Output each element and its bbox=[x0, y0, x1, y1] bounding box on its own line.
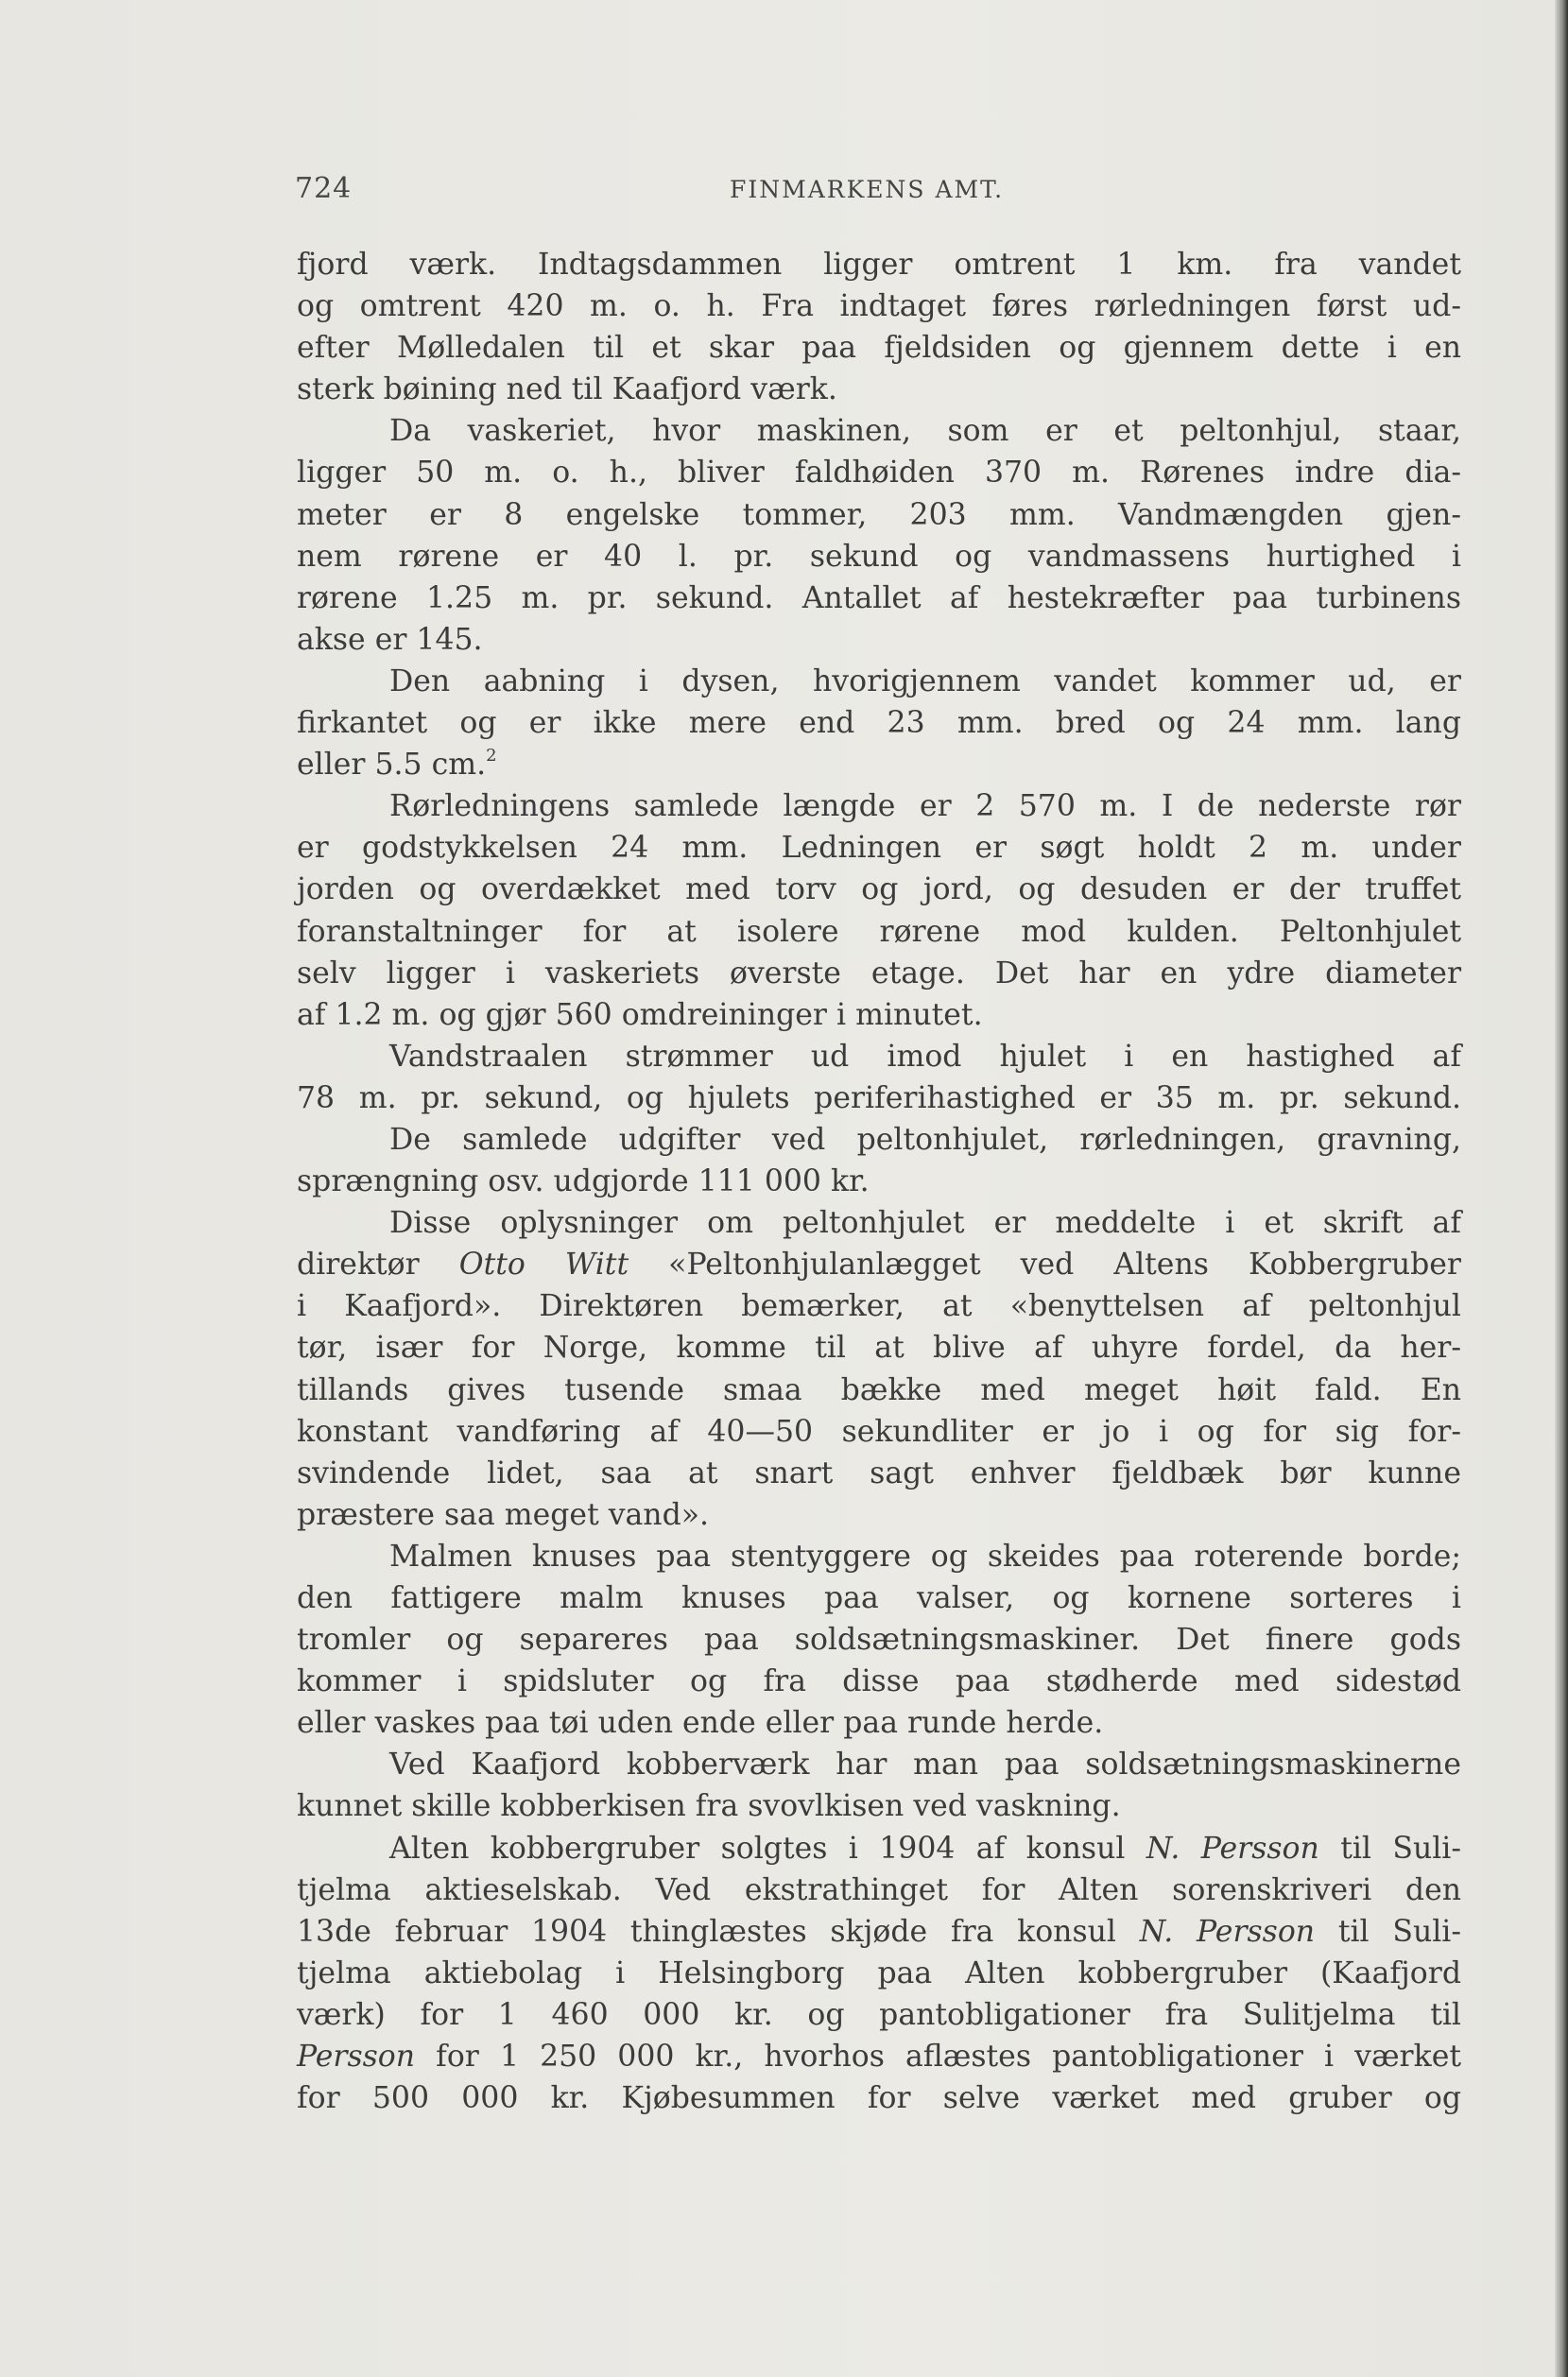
text-line bbox=[297, 2036, 1461, 2077]
text-line: Vandstraalen strømmer ud imod hjulet i en hastighed af bbox=[389, 1039, 1461, 1074]
text-line: tromler og separeres paa soldsætningsmaskiner. Det finere gods bbox=[297, 1623, 1461, 1658]
text-line: Disse oplysninger om peltonhjulet er meddelte i et skrift af bbox=[389, 1206, 1461, 1241]
text-line: nem rørene er 40 l. pr. sekund og vandmassens hurtighed i bbox=[297, 539, 1461, 574]
person-name: N. Persson bbox=[1139, 1914, 1316, 1949]
text-line: jorden og overdækket med torv og jord, og desuden er der truffet bbox=[297, 872, 1461, 907]
text-line: Rørledningens samlede længde er 2 570 m. I de nederste rør bbox=[389, 789, 1461, 824]
text-line: ligger 50 m. o. h., bliver faldhøiden 370 m. Rørenes indre dia- bbox=[297, 456, 1461, 491]
text-line: 78 m. pr. sekund, og hjulets periferihastighed er 35 m. pr. sekund. bbox=[297, 1080, 1461, 1115]
text-line: selv ligger i vaskeriets øverste etage. Det har en ydre diameter bbox=[297, 956, 1461, 990]
text-segment: eller 5.5 cm. bbox=[297, 748, 487, 783]
text-segment: for 1 250 000 kr., hvorhos aflæstes pantobligationer i værket bbox=[436, 2040, 1462, 2075]
text-line: værk) for 1 460 000 kr. og pantobligationer fra Sulitjelma til bbox=[297, 1997, 1461, 2032]
text-line: og omtrent 420 m. o. h. Fra indtaget føres rørledningen først ud- bbox=[297, 289, 1461, 324]
text-line: kunnet skille kobberkisen fra svovlkisen ved vaskning. bbox=[297, 1789, 1121, 1824]
text-line bbox=[297, 1828, 1461, 1869]
text-line: fjord værk. Indtagsdammen ligger omtrent 1 km. fra vandet bbox=[297, 248, 1461, 282]
text-segment: til Suli- bbox=[1337, 1914, 1462, 1949]
text-line bbox=[297, 1244, 1461, 1285]
text-segment: direktør bbox=[297, 1248, 420, 1283]
text-line: tør, især for Norge, komme til at blive af uhyre fordel, da her- bbox=[297, 1331, 1461, 1366]
text-segment: til Suli- bbox=[1340, 1831, 1462, 1866]
text-line bbox=[297, 1911, 1461, 1953]
text-line: firkantet og er ikke mere end 23 mm. bred og 24 mm. lang bbox=[297, 706, 1461, 741]
person-name: Persson bbox=[297, 2040, 416, 2075]
text-line: konstant vandføring af 40—50 sekundliter er jo i og for sig for- bbox=[297, 1414, 1461, 1449]
text-line: tillands gives tusende smaa bække med meget høit fald. En bbox=[297, 1372, 1461, 1407]
person-name: N. Persson bbox=[1146, 1831, 1319, 1866]
text-line: sprængning osv. udgjorde 111 000 kr. bbox=[297, 1164, 870, 1199]
page-number: 724 bbox=[295, 172, 353, 205]
text-line: Da vaskeriet, hvor maskinen, som er et peltonhjul, staar, bbox=[389, 414, 1461, 449]
text-line: den fattigere malm knuses paa valser, og kornene sorteres i bbox=[297, 1581, 1461, 1615]
text-line: eller vaskes paa tøi uden ende eller paa runde herde. bbox=[297, 1706, 1104, 1741]
text-line: sterk bøining ned til Kaafjord værk. bbox=[297, 372, 837, 407]
text-line: er godstykkelsen 24 mm. Ledningen er søgt holdt 2 m. under bbox=[297, 831, 1461, 866]
body-text bbox=[297, 244, 1461, 2119]
text-line: efter Mølledalen til et skar paa fjeldsiden og gjennem dette i en bbox=[297, 331, 1461, 366]
text-line: tjelma aktieselskab. Ved ekstrathinget for Alten sorenskriveri den bbox=[297, 1872, 1461, 1907]
text-line: præstere saa meget vand». bbox=[297, 1497, 710, 1532]
text-line: tjelma aktiebolag i Helsingborg paa Alten kobbergruber (Kaafjord bbox=[297, 1955, 1461, 1990]
text-line bbox=[297, 744, 1461, 785]
text-line: for 500 000 kr. Kjøbesummen for selve værket med gruber og bbox=[297, 2081, 1461, 2116]
text-line: Malmen knuses paa stentyggere og skeides paa roterende borde; bbox=[389, 1539, 1461, 1574]
page-header bbox=[295, 172, 1467, 219]
page-edge-shadow bbox=[1555, 0, 1568, 2377]
text-line: meter er 8 engelske tommer, 203 mm. Vandmængden gjen- bbox=[297, 497, 1461, 532]
text-line: rørene 1.25 m. pr. sekund. Antallet af hestekræfter paa turbinens bbox=[297, 580, 1461, 615]
text-segment: Alten kobbergruber solgtes i 1904 af konsul bbox=[389, 1831, 1126, 1866]
text-segment: 13de februar 1904 thinglæstes skjøde fra konsul bbox=[297, 1914, 1116, 1949]
text-line: i Kaafjord». Direktøren bemærker, at «benyttelsen af peltonhjul bbox=[297, 1289, 1461, 1324]
running-head: FINMARKENS AMT. bbox=[730, 176, 1005, 203]
text-line: De samlede udgifter ved peltonhjulet, rørledningen, gravning, bbox=[389, 1122, 1461, 1157]
text-line: kommer i spidsluter og fra disse paa stødherde med sidestød bbox=[297, 1664, 1461, 1699]
person-name: Otto Witt bbox=[458, 1248, 629, 1283]
text-line: svindende lidet, saa at snart sagt enhver fjeldbæk bør kunne bbox=[297, 1455, 1461, 1490]
footnote-mark: 2 bbox=[486, 746, 497, 766]
text-line: akse er 145. bbox=[297, 622, 483, 657]
text-segment: «Peltonhjulanlægget ved Altens Kobbergruber bbox=[668, 1248, 1461, 1283]
text-line: foranstaltninger for at isolere rørene mod kulden. Peltonhjulet bbox=[297, 914, 1461, 949]
text-line: Den aabning i dysen, hvorigjennem vandet kommer ud, er bbox=[389, 663, 1461, 698]
text-line: Ved Kaafjord kobberværk har man paa soldsætningsmaskinerne bbox=[389, 1748, 1461, 1783]
text-line: af 1.2 m. og gjør 560 omdreininger i minutet. bbox=[297, 997, 983, 1032]
